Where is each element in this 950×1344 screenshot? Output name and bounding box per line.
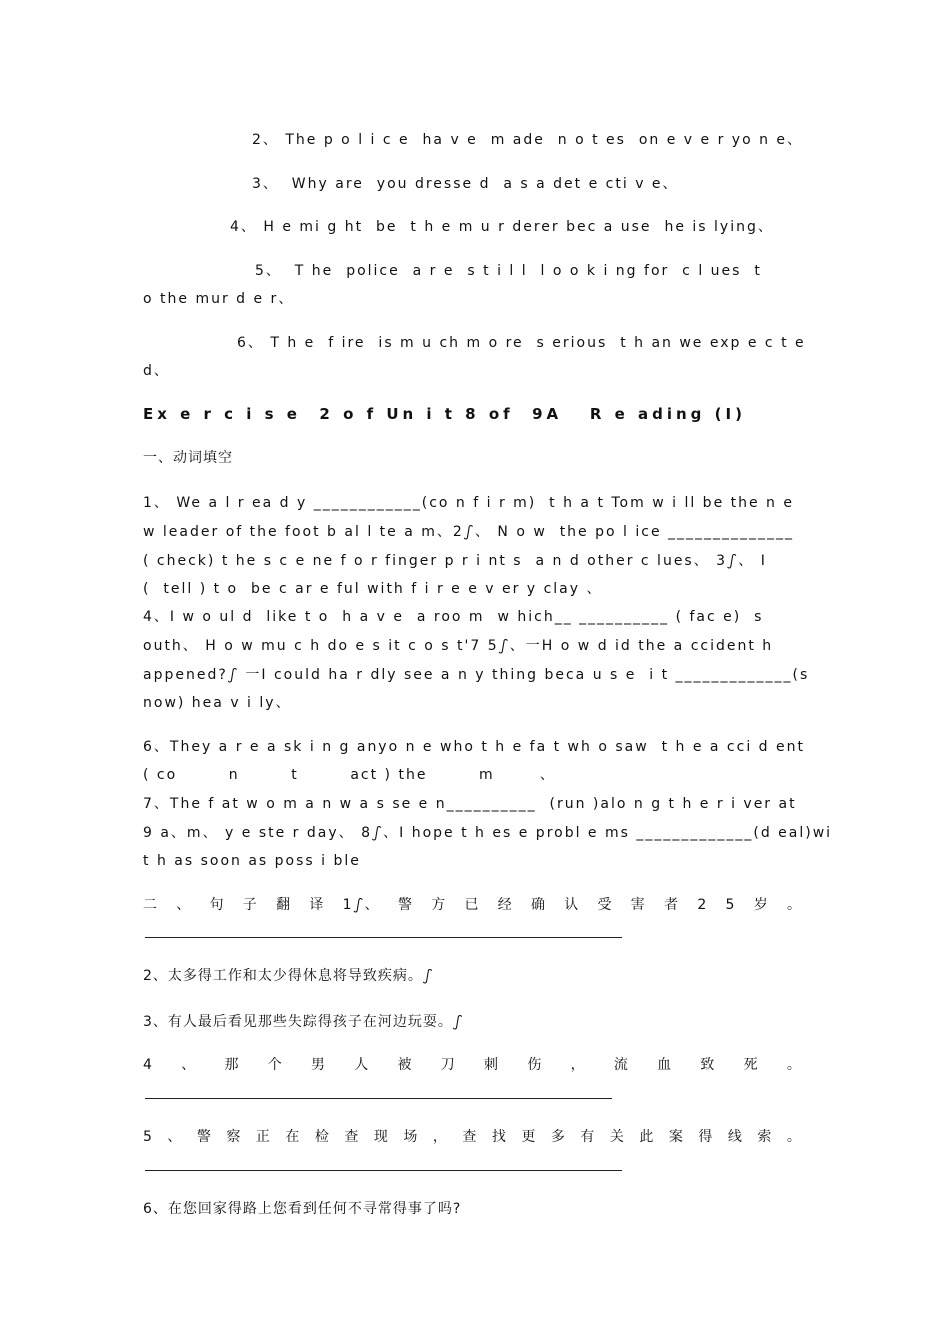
- char: 子: [242, 897, 259, 913]
- char: 者: [664, 897, 681, 913]
- char: 伤: [527, 1057, 544, 1073]
- char: 刀: [440, 1057, 457, 1073]
- exercise-line: t h as soon as poss i ble: [143, 853, 361, 869]
- char: 检: [314, 1129, 331, 1145]
- char: 经: [497, 897, 514, 913]
- exercise-line: now) hea v i ly、: [143, 695, 292, 711]
- char: 现: [373, 1129, 390, 1145]
- char: 正: [255, 1129, 272, 1145]
- char: 死: [743, 1057, 760, 1073]
- char: 男: [310, 1057, 327, 1073]
- char: 1ഽ、: [342, 897, 381, 913]
- char: 方: [431, 897, 448, 913]
- char: 查: [462, 1129, 479, 1145]
- exercise-line: ( tell ) t o be c ar e ful with f i r e e v er y clay 、: [143, 581, 603, 597]
- char: 察: [226, 1129, 243, 1145]
- answer-line: [145, 937, 622, 938]
- intro-item-2: 2、 The p o l i c e ha v e m ade n o t es on e v e r yo n e、: [252, 132, 804, 148]
- char: 致: [700, 1057, 717, 1073]
- char: 句: [209, 897, 226, 913]
- char: 。: [786, 1129, 803, 1145]
- intro-item-5: 5、 T he police a r e s t i l l l o o k i ng for c l ues t: [255, 263, 762, 279]
- char: 、: [167, 1129, 184, 1145]
- char: 关: [609, 1129, 626, 1145]
- char: 警: [397, 897, 414, 913]
- char: 索: [757, 1129, 774, 1145]
- answer-line: [145, 1170, 622, 1171]
- char: 场: [403, 1129, 420, 1145]
- char: ，: [432, 1129, 449, 1145]
- char: 5: [143, 1129, 154, 1145]
- translation-item-5: [143, 1127, 803, 1147]
- char: 刺: [484, 1057, 501, 1073]
- char: ，: [570, 1057, 587, 1073]
- translation-item-2: 2、太多得工作和太少得休息将导致疾病。ഽ: [143, 968, 434, 984]
- translation-item-4: [143, 1055, 803, 1075]
- char: 查: [344, 1129, 361, 1145]
- char: 译: [309, 897, 326, 913]
- char: 受: [597, 897, 614, 913]
- char: 更: [521, 1129, 538, 1145]
- char: 害: [630, 897, 647, 913]
- char: 流: [613, 1057, 630, 1073]
- exercise-line: 1、 We a l r ea d y ____________(co n f i r m) t h a t Tom w i ll be the n e: [143, 495, 794, 511]
- intro-item-6-cont: d、: [143, 363, 170, 379]
- char: 被: [397, 1057, 414, 1073]
- char: 岁: [753, 897, 770, 913]
- exercise-line: 7、The f at w o m a n w a s se e n__________ (run )alo n g t h e r i ver at: [143, 796, 797, 812]
- answer-line: [145, 1098, 612, 1099]
- char: 案: [668, 1129, 685, 1145]
- char: 人: [354, 1057, 371, 1073]
- intro-item-3: 3、 Why are you dresse d a s a det e cti v e、: [252, 176, 679, 192]
- char: 多: [550, 1129, 567, 1145]
- translation-item-3: 3、有人最后看见那些失踪得孩子在河边玩耍。ഽ: [143, 1014, 464, 1030]
- char: 线: [727, 1129, 744, 1145]
- exercise-line: appened?ഽ 一I could ha r dly see a n y thing beca u s e i t _____________(s: [143, 667, 810, 683]
- char: 确: [531, 897, 547, 913]
- char: 、: [181, 1057, 198, 1073]
- translation-item-6: 6、在您回家得路上您看到任何不寻常得事了吗?: [143, 1201, 462, 1217]
- section1-title: 一、动词填空: [143, 450, 233, 466]
- intro-item-6: 6、 T h e f ire is m u ch m o re s erious t h an we exp e c t e: [237, 335, 806, 351]
- exercise-line: ( co n t act ) the m 、: [143, 767, 556, 783]
- intro-item-4: 4、 H e mi g ht be t h e m u r derer bec a use he is lying、: [230, 219, 774, 235]
- char: 有: [580, 1129, 597, 1145]
- char: 2: [697, 897, 709, 913]
- char: 二: [143, 897, 159, 913]
- char: 。: [786, 1057, 803, 1073]
- char: 血: [657, 1057, 674, 1073]
- char: 、: [176, 897, 193, 913]
- exercise-line: 6、They a r e a sk i n g anyo n e who t h e fa t wh o saw t h e a cci d ent: [143, 739, 805, 755]
- char: 已: [464, 897, 481, 913]
- char: 翻: [276, 897, 293, 913]
- char: 在: [285, 1129, 302, 1145]
- char: 得: [698, 1129, 715, 1145]
- char: 。: [786, 897, 803, 913]
- intro-item-5-cont: o the mur d e r、: [143, 291, 295, 307]
- char: 个: [267, 1057, 284, 1073]
- exercise-line: 4、I w o ul d like t o h a v e a roo m w hich__ __________ ( fac e) s: [143, 609, 764, 625]
- char: 5: [725, 897, 737, 913]
- exercise-line: w leader of the foot b al l te a m、2ഽ、 N o w the po l ice ______________: [143, 524, 795, 540]
- section2-title-line: [143, 895, 803, 915]
- exercise-title: Ex e r c i s e 2 o f Un i t 8 of 9A R e ading (I): [143, 405, 746, 423]
- char: 那: [224, 1057, 241, 1073]
- exercise-line: 9 a、m、 y e ste r day、 8ഽ、I hope t h es e probl e ms _____________(d eal)wi: [143, 825, 833, 841]
- char: 找: [491, 1129, 508, 1145]
- exercise-line: outh、 H o w mu c h do e s it c o s t'7 5ഽ、一H o w d id the a ccident h: [143, 638, 774, 654]
- exercise-line: ( check) t he s c e ne f o r finger p r i nt s a n d other c lues、 3ഽ、 I: [143, 553, 767, 569]
- char: 警: [196, 1129, 213, 1145]
- char: 此: [639, 1129, 656, 1145]
- char: 4: [143, 1057, 154, 1073]
- char: 认: [564, 897, 581, 913]
